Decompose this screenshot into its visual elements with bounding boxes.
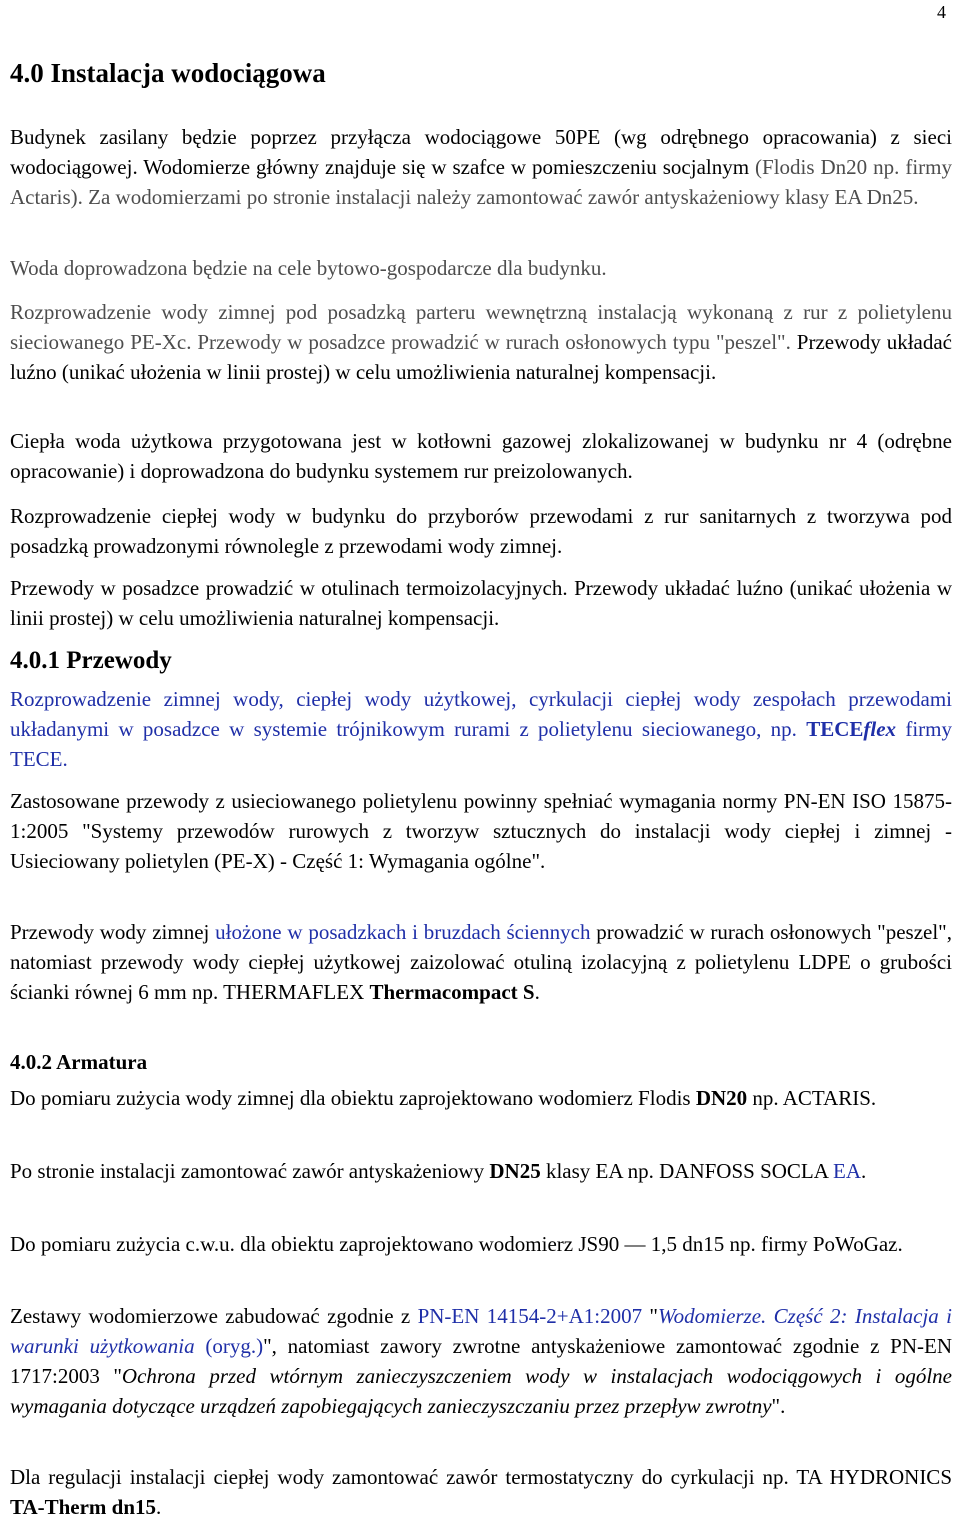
paragraph-standard: Zastosowane przewody z usieciowanego polietylenu powinny spełniać wymagania normy PN-EN ISO 15875-1:2005 "Systemy przewodów rurowych z tworzyw sztucznych do instalacji wody ciepłej i zimnej - Usieciowany polietylen (PE-X) - Część 1: Wymagania ogólne". [10,789,952,873]
paragraph-cold-pipes-insulation: prowadzić w rurach osłonowych "peszel", natomiast przewody wody ciepłej użytkowej zaizolować otuliną izolacyjną z polietylenu LDPE o grubości ścianki równej 6 mm np. THERMAFLEX [10,920,952,1004]
paragraph-thermostatic-valve [10,1462,952,1522]
tece-flex-brand: flex [863,717,897,741]
paragraph-hot-water-distribution: Rozprowadzenie ciepłej wody w budynku do przyborów przewodami z rur sanitarnych z tworzywa pod posadzką prowadzonymi równolegle z przewodami wody zimnej. [10,504,952,558]
paragraph-insulation: Przewody w posadzce prowadzić w otulinach termoizolacyjnych. Przewody układać luźno (unikać ułożenia w linii prostej) w celu umożliwienia naturalnej kompensacji. [10,576,952,630]
paragraph-cold-pipes-text: Przewody wody zimnej [10,920,216,944]
valve-size: DN25 [489,1159,541,1183]
section-heading: 4.0 Instalacja wodociągowa [10,58,326,88]
standard-pn-en-14154: PN-EN 14154-2+A1:2007 [417,1304,643,1328]
paragraph-meter-end: np. ACTARIS. [747,1086,877,1110]
standard-14154-original: (oryg.) [194,1334,264,1358]
paragraph-tece [10,684,952,774]
paragraph-cold-water [10,297,952,387]
paragraph-backflow-text: Po stronie instalacji zamontować zawór antyskażeniowy [10,1159,490,1183]
subheading-armatura: 4.0.2 Armatura [10,1050,148,1074]
paragraph-backflow-class: klasy EA np. DANFOSS SOCLA [540,1159,834,1183]
standard-1717-title: Ochrona przed wtórnym zanieczyszczeniem wody w instalacjach wodociągowych i ogólne wymagania dotyczące urządzeń zapobiegających zanieczyszczaniu przez przepływ zwrotny [10,1364,952,1418]
paragraph-meter-text: Do pomiaru zużycia wody zimnej dla obiektu zaprojektowano wodomierz Flodis [10,1086,696,1110]
paragraph-hot-water-meter: Do pomiaru zużycia c.w.u. dla obiektu zaprojektowano wodomierz JS90 — 1,5 dn15 np. firmy PoWoGaz. [10,1232,903,1256]
paragraph-supply [10,122,952,212]
standard-14154-title: Wodomierze. Część 2: Instalacja i warunki użytkowania [10,1304,952,1358]
thermacompact-product: Thermacompact S [369,980,535,1004]
paragraph-thermostatic-text: Dla regulacji instalacji ciepłej wody zamontować zawór termostatyczny do cyrkulacji np. TA HYDRONICS [10,1465,952,1489]
paragraph-cold-pipes-location: ułożone w posadzkach i bruzdach ściennych [215,920,591,944]
paragraph-meter [10,1083,952,1113]
valve-model: EA [833,1159,862,1183]
paragraph-hot-water: Ciepła woda użytkowa przygotowana jest w kotłowni gazowej zlokalizowanej w budynku nr 4 (odrębne opracowanie) i doprowadzona do budynku systemem rur preizolowanych. [10,429,952,483]
paragraph-backflow-valve [10,1156,952,1186]
paragraph-cold-pipes-end: . [534,980,540,1004]
paragraph-backflow-end: . [861,1159,867,1183]
page-number: 4 [937,2,946,22]
subheading-przewody: 4.0.1 Przewody [10,647,172,674]
paragraph-cold-pipes [10,917,952,1007]
tece-brand: TECE [806,717,864,741]
paragraph-thermostatic-end: . [156,1495,162,1519]
quote-open: " [642,1304,658,1328]
paragraph-cold-water-text: Rozprowadzenie wody zimnej pod posadzką parteru wewnętrzną instalacją wykonaną z rur z polietylenu sieciowanego PE-Xc. Przewody w posadzce prowadzić w rurach osłonowych typu "peszel". [10,300,952,354]
paragraph-meter-sets-text: Zestawy wodomierzowe zabudować zgodnie z [10,1304,418,1328]
paragraph-purpose: Woda doprowadzona będzie na cele bytowo-gospodarcze dla budynku. [10,256,607,280]
thermostatic-valve-model: TA-Therm dn15 [10,1495,157,1519]
paragraph-cold-water-compensation: Przewody układać luźno (unikać ułożenia w linii prostej) w celu umożliwienia naturalnej kompensacji. [10,330,952,384]
paragraph-supply-text: Budynek zasilany będzie poprzez przyłącza wodociągowe 50PE (wg odrębnego opracowania) z sieci wodociągowej. Wodomierze główny znajduje się w szafce w pomieszczeniu socjalnym [10,125,952,179]
paragraph-tece-end: firmy TECE. [10,717,953,771]
quote-close: ". [771,1394,786,1418]
paragraph-meter-sets-valves: ", natomiast zawory zwrotne antyskażeniowe zamontować zgodnie z PN-EN 1717:2003 " [10,1334,952,1388]
paragraph-supply-meter-text: (Flodis Dn20 np. firmy Actaris). Za wodomierzami po stronie instalacji należy zamontować zawór antyskażeniowy klasy EA Dn25. [10,155,952,209]
meter-size: DN20 [695,1086,748,1110]
paragraph-meter-sets [10,1301,952,1421]
paragraph-tece-text: Rozprowadzenie zimnej wody, ciepłej wody użytkowej, cyrkulacji ciepłej wody zespołach przewodami układanymi w posadzce w systemie trójnikowym rurami z polietylenu sieciowanego, np. [10,687,952,741]
